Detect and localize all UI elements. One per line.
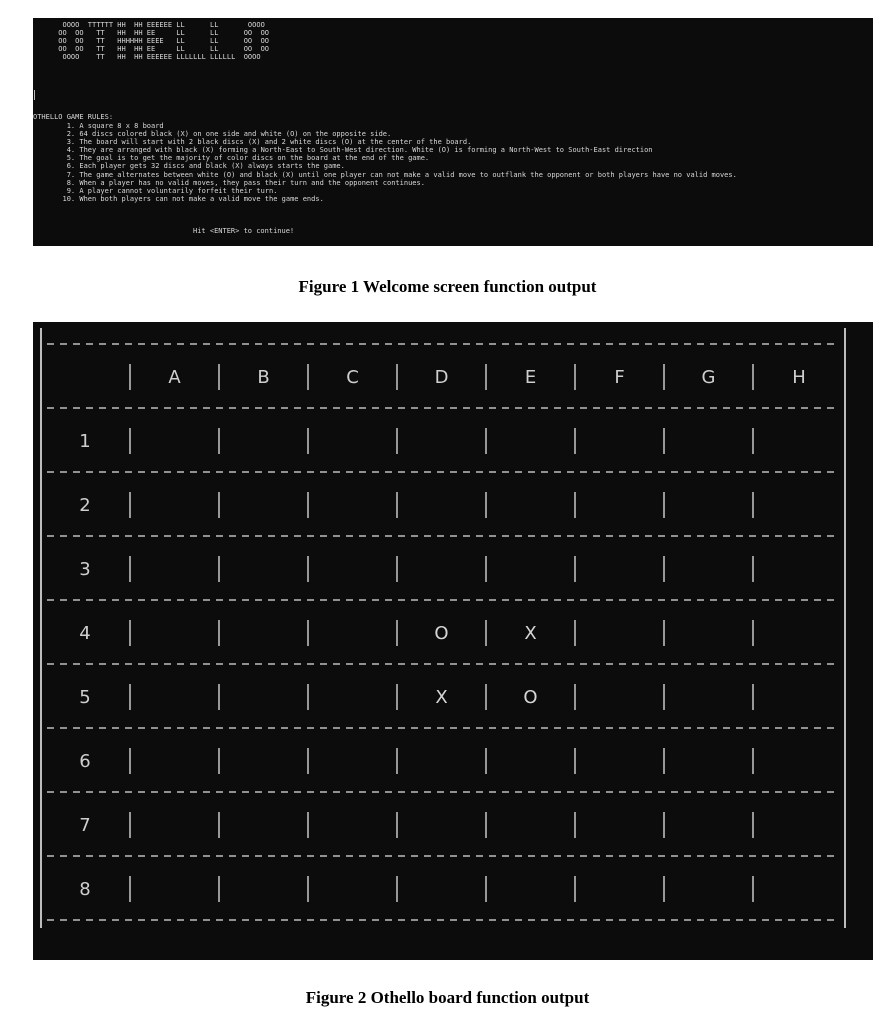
row-label-1: 1 — [79, 431, 91, 452]
row-label-6: 6 — [79, 751, 91, 772]
continue-prompt: Hit <ENTER> to continue! — [193, 227, 295, 235]
banner-line: OOOO TTTTTT HH HH EEEEEE LL LL OOOO — [33, 21, 265, 29]
disc-e5: O — [523, 687, 538, 708]
disc-e4: X — [524, 623, 537, 644]
column-header-f: F — [614, 367, 625, 388]
disc-d4: O — [434, 623, 449, 644]
rule-item: 7. The game alternates between white (O) and black (X) until one player can not make a valid move to outflank the opponent or both players have no valid moves. — [33, 170, 737, 179]
row-label-7: 7 — [79, 815, 91, 836]
row-label-2: 2 — [79, 495, 91, 516]
othello-ascii-banner — [33, 21, 269, 61]
banner-line: OO OO TT HH HH EE LL LL OO OO — [33, 45, 270, 54]
rule-item: 10. When both players can not make a valid move the game ends. — [33, 194, 324, 203]
rule-item: 9. A player cannot voluntarily forfeit their turn. — [33, 186, 278, 195]
column-header-g: G — [701, 367, 716, 388]
banner-line: OOOO TT HH HH EEEEEE LLLLLLL LLLLLL OOOO — [33, 53, 261, 62]
row-label-4: 4 — [79, 623, 91, 644]
row-label-5: 5 — [79, 687, 91, 708]
column-header-a: A — [168, 367, 181, 388]
row-label-8: 8 — [79, 879, 91, 900]
column-header-d: D — [434, 367, 449, 388]
rules-list — [33, 122, 737, 203]
rules-title: OTHELLO GAME RULES: — [33, 113, 114, 121]
cursor-mark — [34, 90, 35, 100]
column-header-e: E — [524, 367, 537, 388]
banner-line: OO OO TT HHHHHH EEEE LL LL OO OO — [33, 37, 270, 46]
rule-item: 6. Each player gets 32 discs and black (X) always starts the game. — [33, 162, 345, 171]
welcome-screen-terminal — [33, 18, 873, 246]
row-label-3: 3 — [79, 559, 91, 580]
disc-d5: X — [435, 687, 448, 708]
banner-line: OO OO TT HH HH EE LL LL OO OO — [33, 29, 270, 38]
column-header-h: H — [792, 367, 806, 388]
rule-item: 2. 64 discs colored black (X) on one side and white (O) on the opposite side. — [33, 130, 392, 139]
rule-item: 8. When a player has no valid moves, they pass their turn and the opponent continues. — [33, 178, 425, 187]
figure1-caption: Figure 1 Welcome screen function output — [298, 277, 597, 296]
rule-item: 5. The goal is to get the majority of color discs on the board at the end of the game. — [33, 154, 430, 163]
column-header-c: C — [346, 367, 359, 388]
column-header-b: B — [257, 367, 270, 388]
rule-item: 1. A square 8 x 8 board — [33, 122, 164, 130]
board-terminal — [33, 322, 873, 960]
figure2-caption: Figure 2 Othello board function output — [305, 988, 590, 1007]
othello-board — [33, 322, 873, 960]
rule-item: 4. They are arranged with black (X) forming a North-East to South-West direction. White (O) is forming a North-West to South-East direction — [33, 146, 653, 155]
rule-item: 3. The board will start with 2 black discs (X) and 2 white discs (O) at the center of the board. — [33, 138, 472, 147]
